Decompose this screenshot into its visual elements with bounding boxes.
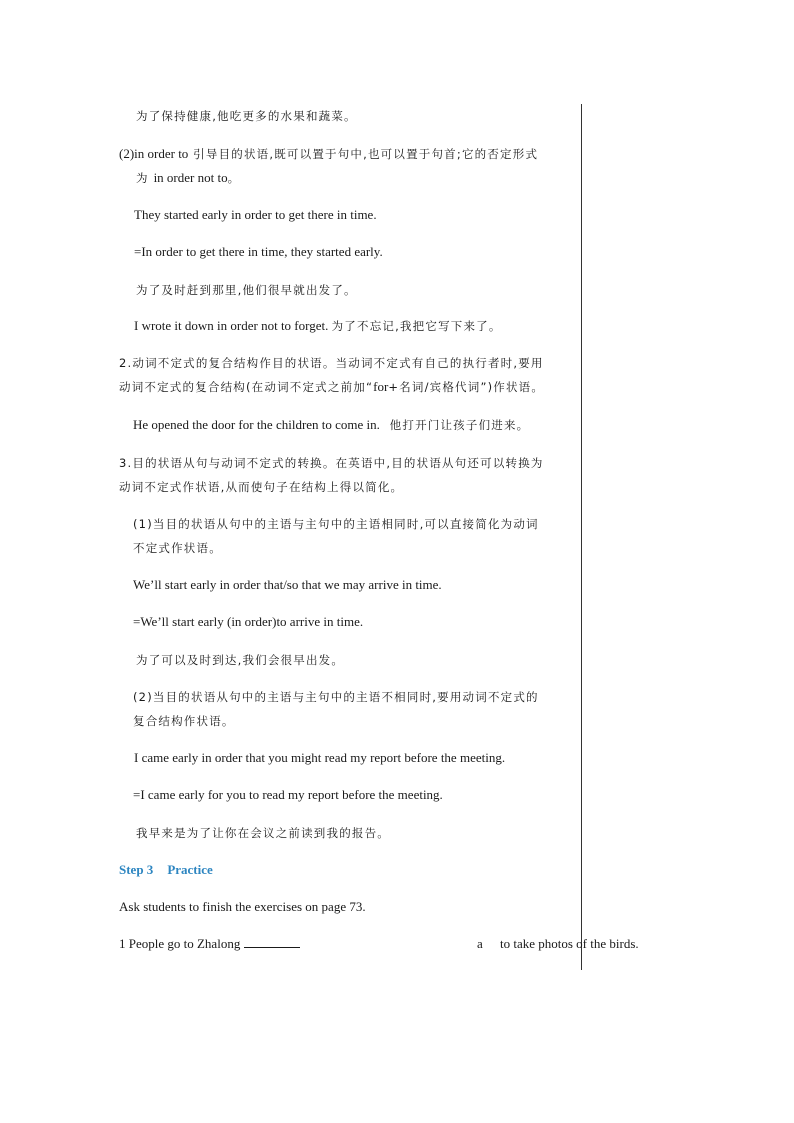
chinese-text: +名词/宾格代词”)作状语。 [388,380,545,394]
text-line: 为了及时赶到那里,他们很早就出发了。 [136,283,357,297]
text-line [133,417,529,433]
text-line: Ask students to finish the exercises on page 73. [119,899,366,914]
chinese-text: 他打开门让孩子们进来。 [389,418,530,432]
english-text: for [373,379,389,394]
chinese-text: 动词不定式的复合结构(在动词不定式之前加“ [119,380,374,394]
exercise-question [119,936,639,952]
text-line: 我早来是为了让你在会议之前读到我的报告。 [136,826,390,840]
text-line: 为了保持健康,他吃更多的水果和蔬菜。 [136,109,357,123]
chinese-text: 引导目的状语,既可以置于句中,也可以置于句首;它的否定形式 [188,147,539,161]
chinese-text: 为了不忘记,我把它写下来了。 [331,319,502,333]
answer-option: a [477,936,483,951]
text-line: 3.目的状语从句与动词不定式的转换。在英语中,目的状语从句还可以转换为 [119,456,544,470]
step-heading [119,862,213,878]
chinese-text: 。 [227,171,241,185]
text-line [119,146,538,162]
text-line [134,318,502,334]
step-title: Practice [167,862,213,877]
text-line [119,379,544,395]
english-text: I wrote it down in order not to forget. [134,318,329,333]
text-line: They started early in order to get there in time. [134,207,377,222]
text-line: (2)当目的状语从句中的主语与主句中的主语不相同时,要用动词不定式的 [133,690,539,704]
text-line: I came early in order that you might read my report before the meeting. [134,750,506,765]
column-divider [581,104,582,970]
text-line: 为了可以及时到达,我们会很早出发。 [136,653,345,667]
text-line: 不定式作状语。 [133,541,222,555]
english-text: in order not to [153,170,228,185]
step-label: Step 3 [119,862,154,877]
text-line: We’ll start early in order that/so that we may arrive in time. [133,577,442,592]
question-rest: to take photos of the birds. [500,936,639,951]
text-line: 复合结构作状语。 [133,714,235,728]
text-line: 动词不定式作状语,从而使句子在结构上得以简化。 [119,480,404,494]
text-line: =I came early for you to read my report before the meeting. [133,787,443,802]
chinese-text: 为 [136,171,154,185]
text-line [136,170,240,186]
text-line: (1)当目的状语从句中的主语与主句中的主语相同时,可以直接简化为动词 [133,517,539,531]
english-text: (2)in order to [119,146,189,161]
answer-blank[interactable] [244,936,300,948]
text-line: 2.动词不定式的复合结构作目的状语。当动词不定式有自己的执行者时,要用 [119,356,544,370]
question-prefix: 1 People go to Zhalong [119,936,241,951]
english-text: He opened the door for the children to come in. [133,417,380,432]
text-line: =We’ll start early (in order)to arrive in time. [133,614,364,629]
text-line: =In order to get there in time, they started early. [134,244,383,259]
